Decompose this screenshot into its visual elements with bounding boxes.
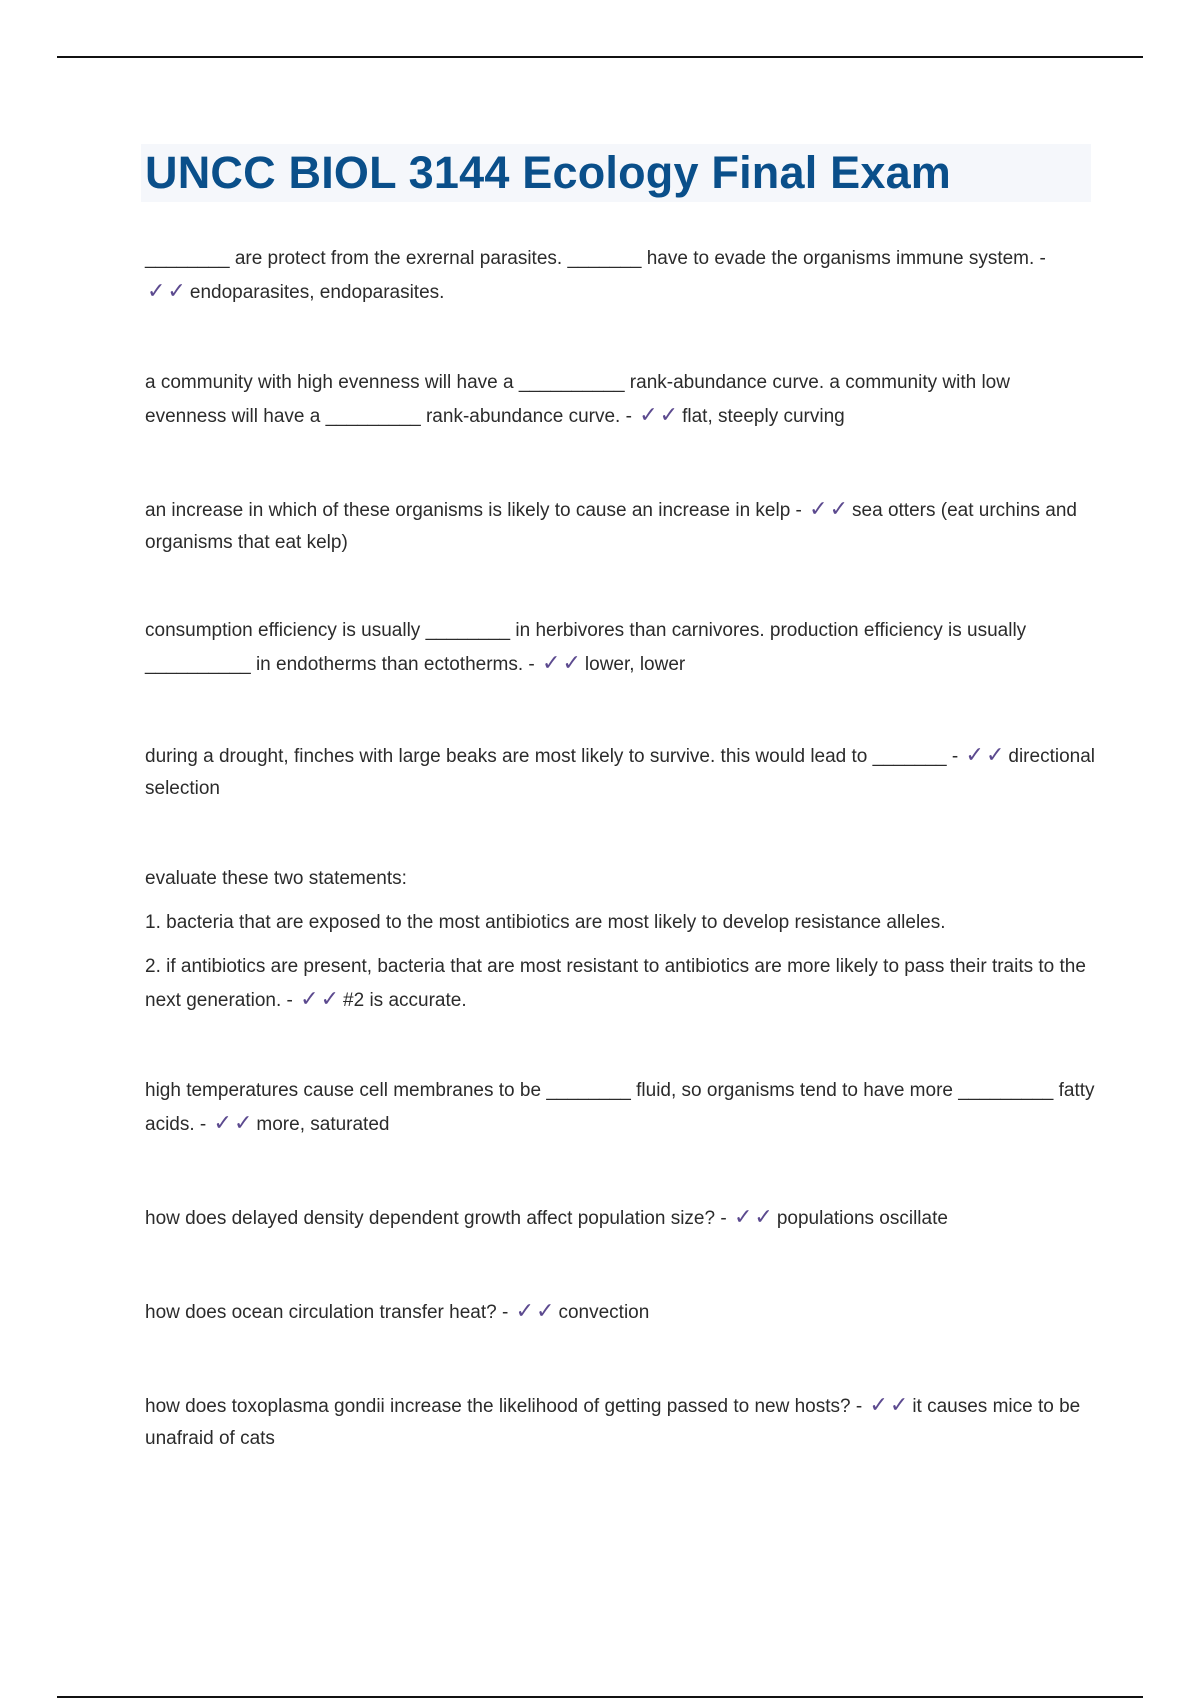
question-text: how does delayed density dependent growth affect population size? bbox=[145, 1208, 716, 1229]
bottom-rule bbox=[57, 1696, 1143, 1698]
double-check-icon: ✓✓ bbox=[639, 402, 681, 427]
double-check-icon: ✓✓ bbox=[213, 1110, 255, 1135]
qa-text bbox=[145, 951, 1095, 1017]
qa-text bbox=[145, 493, 1095, 559]
separator: - bbox=[194, 1114, 212, 1135]
double-check-icon: ✓✓ bbox=[515, 1298, 557, 1323]
answer-text: directional selection bbox=[145, 746, 1095, 799]
separator: - bbox=[715, 1208, 732, 1229]
answer-text: flat, steeply curving bbox=[682, 406, 845, 427]
question-text: during a drought, finches with large beaks are most likely to survive. this would lead to _______ bbox=[145, 746, 947, 767]
double-check-icon: ✓✓ bbox=[542, 650, 583, 675]
qa-item-4 bbox=[145, 615, 1095, 681]
qa-text bbox=[145, 1389, 1095, 1455]
qa-text bbox=[145, 243, 1095, 309]
question-text: how does ocean circulation transfer heat? bbox=[145, 1302, 497, 1323]
answer-text: populations oscillate bbox=[776, 1208, 948, 1229]
question-text: consumption efficiency is usually ________ in herbivores than carnivores. production efficiency is usually __________ in endotherms than ectotherms. bbox=[145, 620, 1027, 675]
document-title: UNCC BIOL 3144 Ecology Final Exam bbox=[145, 147, 952, 198]
qa-item-7 bbox=[145, 1075, 1095, 1141]
double-check-icon: ✓✓ bbox=[965, 742, 1007, 767]
qa-item-10 bbox=[145, 1389, 1095, 1455]
answer-text: #2 is accurate. bbox=[343, 990, 467, 1011]
qa-text bbox=[145, 739, 1095, 805]
intro-text: evaluate these two statements: bbox=[145, 868, 407, 889]
answer-text: more, saturated bbox=[256, 1114, 390, 1135]
separator: - bbox=[281, 990, 299, 1011]
question-text: ________ are protect from the exrernal parasites. _______ have to evade the organisms immune system. bbox=[145, 248, 1035, 269]
qa-item-6 bbox=[145, 863, 1095, 1017]
separator: - bbox=[620, 406, 638, 427]
answer-text: it causes mice to be unafraid of cats bbox=[145, 1396, 1081, 1449]
answer-text: convection bbox=[558, 1302, 650, 1323]
double-check-icon: ✓✓ bbox=[869, 1392, 911, 1417]
qa-item-5 bbox=[145, 739, 1095, 805]
double-check-icon: ✓✓ bbox=[733, 1204, 775, 1229]
qa-item-3 bbox=[145, 493, 1095, 559]
separator: - bbox=[496, 1302, 514, 1323]
qa-list bbox=[145, 243, 1095, 1455]
statement-1: 1. bacteria that are exposed to the most antibiotics are most likely to develop resistance alleles. bbox=[145, 912, 946, 933]
double-check-icon: ✓✓ bbox=[300, 986, 342, 1011]
qa-text bbox=[145, 1295, 1095, 1329]
answer-text: lower, lower bbox=[584, 654, 686, 675]
qa-text bbox=[145, 615, 1095, 681]
question-text: 2. if antibiotics are present, bacteria that are most resistant to antibiotics are more likely to pass their traits to the next generation. bbox=[145, 956, 1086, 1011]
question-text: high temperatures cause cell membranes to be ________ fluid, so organisms tend to have more _________ fatty acids. bbox=[145, 1080, 1095, 1135]
separator: - bbox=[790, 500, 808, 521]
separator: - bbox=[1034, 248, 1046, 269]
qa-item-2 bbox=[145, 367, 1095, 433]
top-rule bbox=[57, 56, 1143, 58]
double-check-icon: ✓✓ bbox=[809, 496, 851, 521]
qa-text bbox=[145, 1075, 1095, 1141]
qa-item-1 bbox=[145, 243, 1095, 309]
question-text: how does toxoplasma gondii increase the likelihood of getting passed to new hosts? bbox=[145, 1396, 851, 1417]
question-text: an increase in which of these organisms is likely to cause an increase in kelp bbox=[145, 500, 791, 521]
qa-text bbox=[145, 367, 1095, 433]
double-check-icon: ✓✓ bbox=[147, 278, 188, 303]
separator: - bbox=[523, 654, 541, 675]
answer-text: sea otters (eat urchins and organisms that eat kelp) bbox=[145, 500, 1078, 553]
qa-item-8 bbox=[145, 1201, 1095, 1235]
separator: - bbox=[946, 746, 964, 767]
qa-item-9 bbox=[145, 1295, 1095, 1329]
qa-text bbox=[145, 1201, 1095, 1235]
separator: - bbox=[850, 1396, 868, 1417]
answer-text: endoparasites, endoparasites. bbox=[189, 282, 445, 303]
question-text: a community with high evenness will have a __________ rank-abundance curve. a community with low evenness will have a _________ rank-abundance curve. bbox=[145, 372, 1010, 427]
